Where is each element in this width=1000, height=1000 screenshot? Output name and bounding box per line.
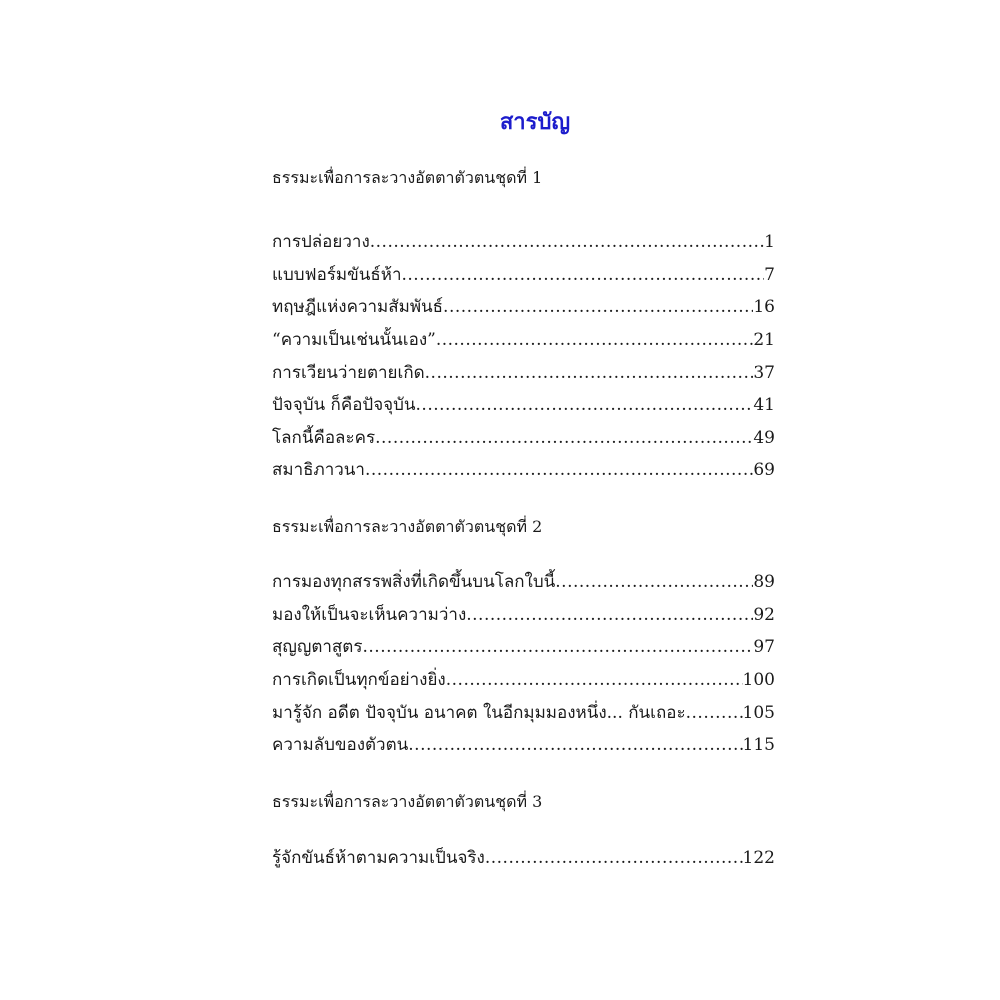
toc-entry-label: ความลับของตัวตน [272, 735, 409, 755]
toc-entry-label: โลกนี้คือละคร [272, 428, 376, 448]
dot-leader [686, 702, 743, 724]
toc-entry-page: 100 [742, 670, 775, 690]
dot-leader [416, 394, 754, 416]
toc-entry [272, 359, 775, 385]
toc-entry-label: การเวียนว่ายตายเกิด [272, 363, 425, 383]
toc-entry [272, 391, 775, 417]
toc-entry [272, 424, 775, 450]
toc-entry [272, 568, 775, 594]
toc-entry-label: มองให้เป็นจะเห็นความว่าง [272, 605, 467, 625]
section-heading-2: ธรรมะเพื่อการละวางอัตตาตัวตนชุดที่ 2 [272, 517, 543, 536]
dot-leader [362, 636, 753, 658]
toc-entry [272, 228, 775, 254]
toc-entry-page: 37 [753, 363, 775, 383]
toc-entry-page: 41 [753, 395, 775, 415]
toc-entry-label: การปล่อยวาง [272, 232, 370, 252]
toc-entry [272, 699, 775, 725]
toc-entry-page: 7 [764, 265, 775, 285]
toc-entry-page: 1 [764, 232, 775, 252]
section-heading-1: ธรรมะเพื่อการละวางอัตตาตัวตนชุดที่ 1 [272, 168, 543, 187]
toc-entry-label: สมาธิภาวนา [272, 460, 365, 480]
page-title: สารบัญ [499, 109, 571, 135]
toc-entry [272, 731, 775, 757]
toc-entry-page: 49 [753, 428, 775, 448]
dot-leader [446, 669, 743, 691]
section-heading-3: ธรรมะเพื่อการละวางอัตตาตัวตนชุดที่ 3 [272, 792, 543, 811]
toc-entry-label: การเกิดเป็นทุกข์อย่างยิ่ง [272, 670, 446, 690]
toc-entry [272, 633, 775, 659]
toc-entry-page: 97 [753, 637, 775, 657]
toc-entry-label: รู้จักขันธ์ห้าตามความเป็นจริง [272, 848, 485, 868]
toc-entry-page: 69 [753, 460, 775, 480]
dot-leader [466, 604, 753, 626]
toc-entry [272, 293, 775, 319]
toc-entry-label: มารู้จัก อดีต ปัจจุบัน อนาคต ในอีกมุมมองหนึ่ง... กันเถอะ [272, 703, 686, 723]
toc-entry-page: 92 [753, 605, 775, 625]
toc-entry [272, 261, 775, 287]
dot-leader [365, 459, 753, 481]
toc-entry-label: แบบฟอร์มขันธ์ห้า [272, 265, 402, 285]
dot-leader [485, 847, 743, 869]
toc-entry-label: สุญญตาสูตร [272, 637, 363, 657]
dot-leader [425, 362, 754, 384]
toc-entry-page: 105 [742, 703, 775, 723]
dot-leader [370, 231, 764, 253]
dot-leader [402, 264, 765, 286]
toc-entry-label: ทฤษฎีแห่งความสัมพันธ์ [272, 297, 444, 317]
toc-entry [272, 456, 775, 482]
dot-leader [375, 427, 753, 449]
dot-leader [436, 329, 754, 351]
toc-entry-label: การมองทุกสรรพสิ่งที่เกิดขึ้นบนโลกใบนี้ [272, 572, 556, 592]
toc-entry [272, 666, 775, 692]
toc-entry-label: ปัจจุบัน ก็คือปัจจุบัน [272, 395, 416, 415]
toc-entry-page: 89 [753, 572, 775, 592]
dot-leader [443, 296, 753, 318]
toc-entry-label: “ความเป็นเช่นนั้นเอง” [272, 330, 436, 350]
toc-entry [272, 326, 775, 352]
dot-leader [555, 571, 753, 593]
toc-entry-page: 122 [742, 848, 775, 868]
toc-entry-page: 21 [753, 330, 775, 350]
toc-entry [272, 601, 775, 627]
toc-entry-page: 115 [742, 735, 775, 755]
toc-entry-page: 16 [753, 297, 775, 317]
dot-leader [408, 734, 742, 756]
toc-entry [272, 844, 775, 870]
